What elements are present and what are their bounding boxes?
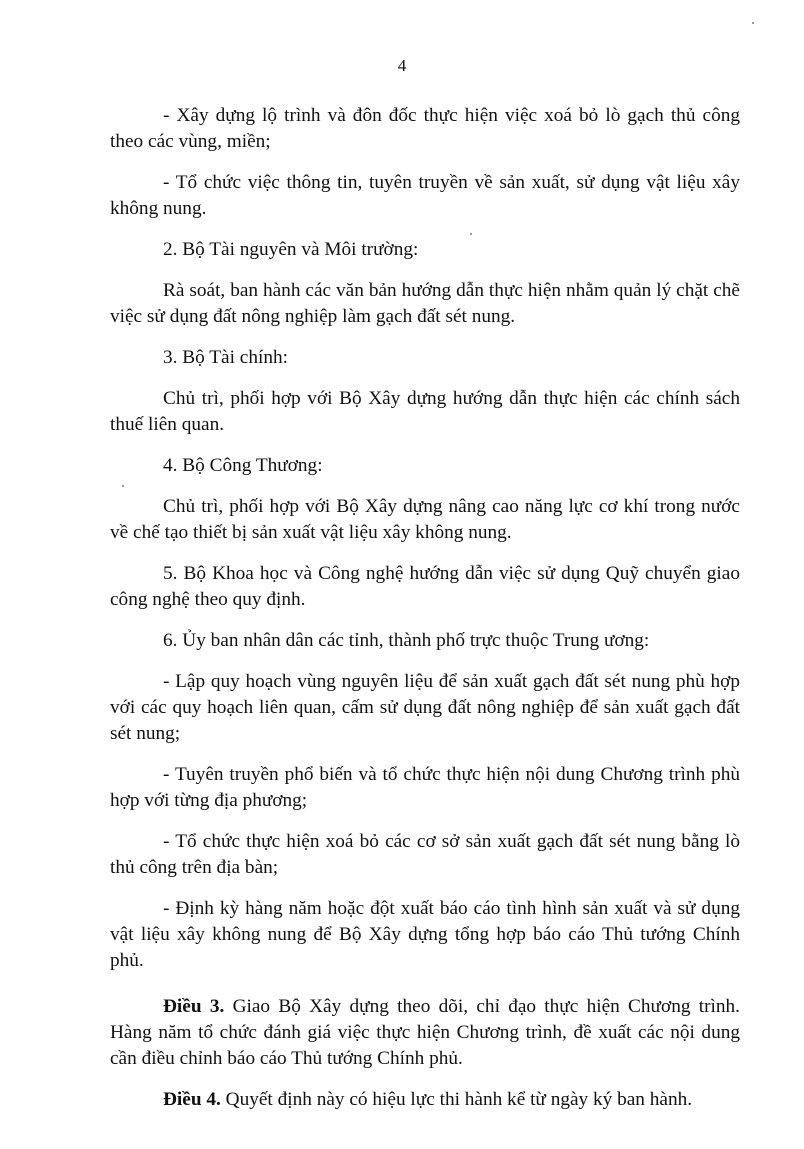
article-4-text: Quyết định này có hiệu lực thi hành kể từ ngày ký ban hành.	[220, 1089, 693, 1110]
article-3	[110, 994, 740, 1072]
article-4-label: Điều 4.	[163, 1089, 221, 1110]
document-body	[110, 103, 740, 1128]
scan-speck	[752, 22, 754, 24]
paragraph-item-8: - Tổ chức thực hiện xoá bỏ các cơ sở sản xuất gạch đất sét nung bằng lò thủ công trên địa bàn;	[110, 831, 740, 878]
paragraph-item-1: - Xây dựng lộ trình và đôn đốc thực hiện việc xoá bỏ lò gạch thủ công theo các vùng, miền;	[110, 105, 740, 152]
section-heading-ministry-natural-resources: 2. Bộ Tài nguyên và Môi trường:	[163, 239, 419, 260]
section-heading-ministry-industry-trade: 4. Bộ Công Thương:	[163, 455, 323, 476]
paragraph-item-9: - Định kỳ hàng năm hoặc đột xuất báo cáo tình hình sản xuất và sử dụng vật liệu xây không nung để Bộ Xây dựng tổng hợp báo cáo Thủ tướng Chính phủ.	[110, 898, 740, 971]
article-4	[110, 1087, 740, 1113]
paragraph-item-6: - Lập quy hoạch vùng nguyên liệu để sản xuất gạch đất sét nung phù hợp với các quy hoạch liên quan, cấm sử dụng đất nông nghiệp để sản xuất gạch đất sét nung;	[110, 671, 740, 744]
section-heading-ministry-finance: 3. Bộ Tài chính:	[163, 347, 288, 368]
paragraph-item-4: Chủ trì, phối hợp với Bộ Xây dựng hướng dẫn thực hiện các chính sách thuế liên quan.	[110, 388, 740, 435]
page-number: 4	[397, 56, 407, 75]
scan-speck	[122, 485, 124, 487]
section-heading-provincial-committees: 6. Ủy ban nhân dân các tỉnh, thành phố trực thuộc Trung ương:	[163, 630, 650, 651]
section-heading-ministry-science: 5. Bộ Khoa học và Công nghệ hướng dẫn việc sử dụng Quỹ chuyển giao công nghệ theo quy định.	[110, 563, 740, 610]
paragraph-item-3: Rà soát, ban hành các văn bản hướng dẫn thực hiện nhằm quản lý chặt chẽ việc sử dụng đất nông nghiệp làm gạch đất sét nung.	[110, 280, 740, 327]
paragraph-item-7: - Tuyên truyền phổ biến và tổ chức thực hiện nội dung Chương trình phù hợp với từng địa phương;	[110, 764, 740, 811]
paragraph-item-5: Chủ trì, phối hợp với Bộ Xây dựng nâng cao năng lực cơ khí trong nước về chế tạo thiết bị sản xuất vật liệu xây không nung.	[110, 496, 740, 543]
article-3-label: Điều 3.	[163, 996, 225, 1017]
article-3-text: Giao Bộ Xây dựng theo dõi, chỉ đạo thực hiện Chương trình. Hàng năm tổ chức đánh giá việc thực hiện Chương trình, đề xuất các nội dung cần điều chỉnh báo cáo Thủ tướng Chính phủ.	[110, 996, 741, 1069]
scan-speck	[470, 233, 472, 235]
paragraph-item-2: - Tổ chức việc thông tin, tuyên truyền về sản xuất, sử dụng vật liệu xây không nung.	[110, 172, 740, 219]
